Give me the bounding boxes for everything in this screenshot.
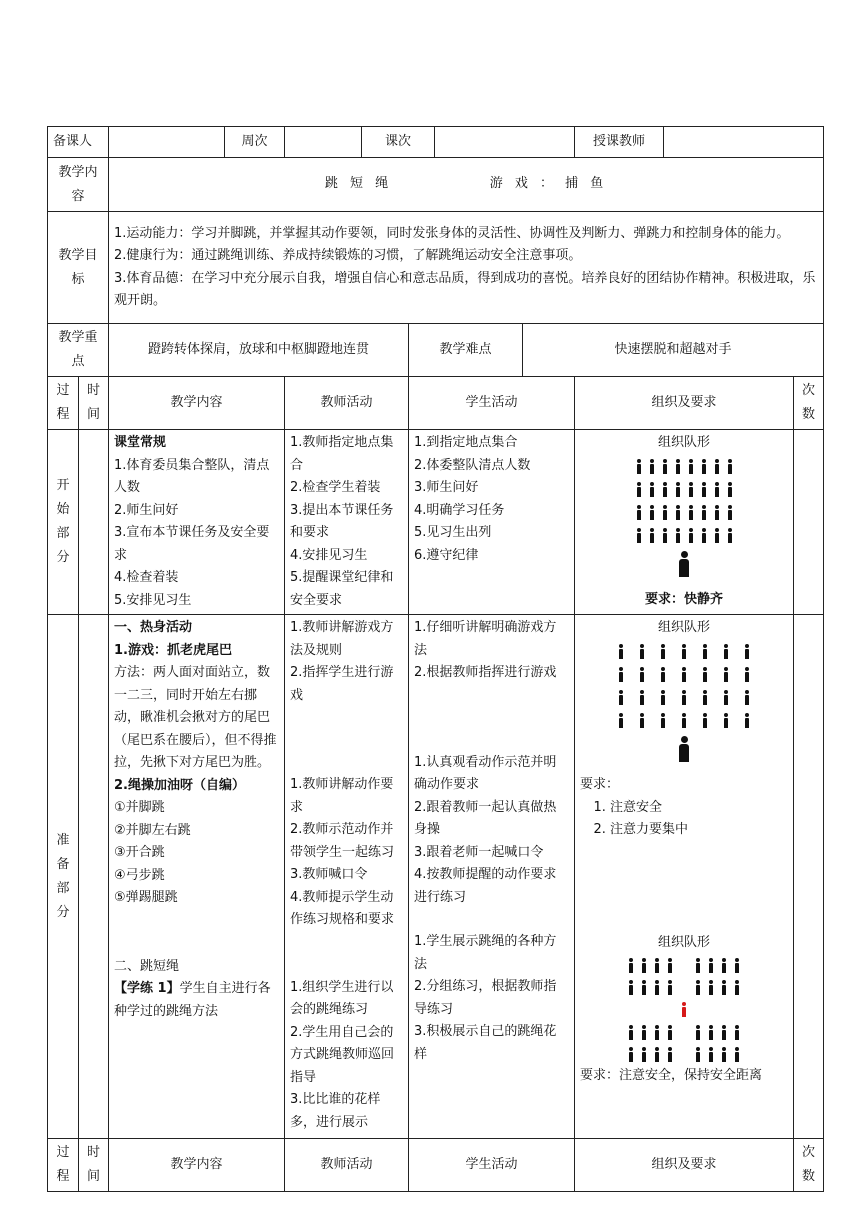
list-item: 5.提醒课堂纪律和安全要求 xyxy=(290,570,394,608)
student-figure-icon xyxy=(734,958,740,973)
student-figure-icon xyxy=(618,713,624,728)
list-item: 2.教师示范动作并带领学生一起练习 xyxy=(290,822,395,860)
column-header-row-repeat xyxy=(48,1139,824,1192)
student-figure-icon xyxy=(708,958,714,973)
student-figure-icon xyxy=(641,980,647,995)
list-item: 1.教师指定地点集合 xyxy=(290,435,394,473)
formation-row xyxy=(580,478,788,501)
student-figure-icon xyxy=(695,1047,701,1062)
formation-diagram xyxy=(580,640,788,775)
org-title: 组织队形 xyxy=(658,435,711,450)
content-label: 教学内容 xyxy=(48,158,109,212)
student-figure-icon xyxy=(701,528,707,543)
formation-row xyxy=(580,954,788,976)
student-figure-icon xyxy=(675,505,681,520)
student-figure-icon xyxy=(734,1047,740,1062)
goals-label: 教学目标 xyxy=(48,212,109,324)
list-item: 3.跟着老师一起喊口令 xyxy=(414,844,544,860)
col-time: 时间 xyxy=(79,377,109,430)
start-title: 课堂常规 xyxy=(114,435,167,450)
list-item: 3.师生问好 xyxy=(414,480,479,495)
student-figure-icon xyxy=(702,667,708,682)
student-figure-icon xyxy=(660,713,666,728)
lesson-plan-table xyxy=(47,126,824,1192)
student-figure-icon xyxy=(708,1025,714,1040)
student-figure-icon xyxy=(636,505,642,520)
student-figure-icon xyxy=(628,1047,634,1062)
student-figure-icon xyxy=(727,528,733,543)
student-figure-icon xyxy=(721,1047,727,1062)
student-figure-icon xyxy=(636,528,642,543)
student-figure-icon xyxy=(628,1025,634,1040)
org-requirement: 要求：注意安全，保持安全距离 xyxy=(580,1068,763,1083)
formation-row xyxy=(580,686,788,709)
goal-item: 2.健康行为：通过跳绳训练、养成持续锻炼的习惯，了解跳绳运动安全注意事项。 xyxy=(114,248,582,263)
org-title: 组织队形 xyxy=(658,934,711,950)
prep-content xyxy=(109,615,285,1139)
col-content: 教学内容 xyxy=(109,1139,285,1192)
time-cell xyxy=(79,430,109,615)
week-value xyxy=(285,127,362,158)
student-figure-icon xyxy=(702,644,708,659)
student-figure-icon xyxy=(649,505,655,520)
student-figure-icon xyxy=(675,459,681,474)
student-figure-icon xyxy=(662,505,668,520)
student-figure-icon xyxy=(695,980,701,995)
student-figure-icon xyxy=(695,1025,701,1040)
student-figure-icon xyxy=(695,958,701,973)
student-figure-icon xyxy=(628,958,634,973)
student-figure-icon xyxy=(618,690,624,705)
warmup-title: 一、热身活动 xyxy=(114,620,193,635)
student-figure-icon xyxy=(618,644,624,659)
list-item: 2.师生问好 xyxy=(114,502,179,518)
list-item: 3.提出本节课任务和要求 xyxy=(290,502,394,540)
start-org xyxy=(575,430,794,615)
student-figure-icon xyxy=(636,482,642,497)
start-student xyxy=(409,430,575,615)
student-figure-icon xyxy=(714,459,720,474)
list-item: 2.指挥学生进行游戏 xyxy=(290,665,394,703)
student-figure-icon xyxy=(654,1025,660,1040)
list-item: 2.学生用自己会的方式跳绳教师巡回指导 xyxy=(290,1024,395,1085)
student-figure-icon xyxy=(649,528,655,543)
student-figure-icon xyxy=(701,505,707,520)
list-item: 2.根据教师指挥进行游戏 xyxy=(414,665,557,680)
focus-text: 蹬跨转体探肩，放球和中枢脚蹬地连贯 xyxy=(109,324,409,377)
student-figure-icon xyxy=(688,528,694,543)
list-item: 5.安排见习生 xyxy=(114,592,192,608)
student-figure-icon xyxy=(660,690,666,705)
student-figure-icon xyxy=(727,505,733,520)
formation-row xyxy=(580,976,788,998)
student-figure-icon xyxy=(744,713,750,728)
col-process: 过程 xyxy=(48,1139,79,1192)
prep-org xyxy=(575,615,794,1139)
student-figure-icon xyxy=(681,690,687,705)
list-item: ②并脚左右跳 xyxy=(114,822,191,838)
list-item: 1. 注意安全 xyxy=(610,797,788,820)
phase-prep: 准备部分 xyxy=(48,615,79,1139)
list-item: 1.组织学生进行以会的跳绳练习 xyxy=(290,979,394,1017)
list-item: 1.体育委员集合整队，清点人数 xyxy=(114,457,270,495)
student-figure-icon xyxy=(714,482,720,497)
list-item: 5.见习生出列 xyxy=(414,525,492,540)
lesson-plan xyxy=(47,126,823,1192)
student-figure-icon xyxy=(701,482,707,497)
lesson-value xyxy=(435,127,575,158)
col-student: 学生活动 xyxy=(409,377,575,430)
prep-teacher xyxy=(285,615,409,1139)
student-figure-icon xyxy=(628,980,634,995)
col-org: 组织及要求 xyxy=(575,377,794,430)
formation-row xyxy=(580,998,788,1021)
teacher-figure-icon xyxy=(678,736,690,762)
list-item: 3.比比谁的花样多，进行展示 xyxy=(290,1092,381,1130)
student-figure-icon xyxy=(649,459,655,474)
goals-row xyxy=(48,212,824,324)
list-item: 1.教师讲解动作要求 xyxy=(290,777,394,815)
student-figure-icon xyxy=(660,644,666,659)
list-item: 2.分组练习，根据教师指导练习 xyxy=(414,979,557,1017)
student-figure-icon xyxy=(660,667,666,682)
student-figure-icon xyxy=(721,980,727,995)
col-times: 次数 xyxy=(794,1139,824,1192)
list-item: ⑤弹踢腿跳 xyxy=(114,890,178,905)
student-figure-icon xyxy=(639,644,645,659)
student-figure-icon xyxy=(708,1047,714,1062)
student-figure-icon xyxy=(744,667,750,682)
list-item: 3.积极展示自己的跳绳花样 xyxy=(414,1024,557,1062)
prep-student xyxy=(409,615,575,1139)
difficulty-text: 快速摆脱和超越对手 xyxy=(523,324,824,377)
student-figure-icon xyxy=(723,667,729,682)
group-formation-diagram xyxy=(580,954,788,1065)
student-figure-icon xyxy=(688,482,694,497)
list-item: 4.安排见习生 xyxy=(290,547,368,563)
student-figure-icon xyxy=(723,690,729,705)
student-figure-icon xyxy=(681,713,687,728)
org-requirement: 要求：快静齐 xyxy=(645,592,724,607)
topic-text: 跳 短 绳 游 戏 ： 捕 鱼 xyxy=(109,158,824,212)
student-figure-icon xyxy=(618,667,624,682)
focus-label: 教学重点 xyxy=(48,324,109,377)
times-cell xyxy=(794,430,824,615)
list-item: 1.学生展示跳绳的各种方法 xyxy=(414,934,557,972)
student-figure-icon xyxy=(641,958,647,973)
goals-text xyxy=(109,212,824,324)
student-figure-icon xyxy=(641,1025,647,1040)
student-figure-icon xyxy=(727,459,733,474)
game-description: 方法：两人面对面站立，数一二三，同时开始左右挪动，瞅准机会揪对方的尾巴（尾巴系在腰后），但不得推拉，先揪下对方尾巴为胜。 xyxy=(114,665,277,770)
student-figure-icon xyxy=(702,713,708,728)
column-header-row xyxy=(48,377,824,430)
prep-section-row xyxy=(48,615,824,1139)
content-row xyxy=(48,158,824,212)
start-teacher xyxy=(285,430,409,615)
times-cell xyxy=(794,615,824,1139)
student-figure-icon xyxy=(708,980,714,995)
week-label: 周次 xyxy=(225,127,285,158)
formation-row xyxy=(580,709,788,732)
student-figure-icon xyxy=(714,528,720,543)
student-figure-icon xyxy=(654,1047,660,1062)
org-requirement-label: 要求： xyxy=(580,777,620,792)
student-figure-icon xyxy=(641,1047,647,1062)
student-figure-icon xyxy=(744,644,750,659)
student-figure-icon xyxy=(662,528,668,543)
student-figure-icon xyxy=(714,505,720,520)
formation-row xyxy=(580,524,788,547)
list-item: 2.跟着教师一起认真做热身操 xyxy=(414,799,557,837)
col-student: 学生活动 xyxy=(409,1139,575,1192)
col-process: 过程 xyxy=(48,377,79,430)
formation-row xyxy=(580,1043,788,1065)
game-title: 1.游戏：抓老虎尾巴 xyxy=(114,642,232,658)
student-figure-icon xyxy=(723,713,729,728)
formation-row xyxy=(580,455,788,478)
student-figure-icon xyxy=(639,690,645,705)
list-item: ③开合跳 xyxy=(114,845,165,860)
student-figure-icon xyxy=(654,958,660,973)
student-figure-icon xyxy=(675,528,681,543)
teacher-value xyxy=(664,127,824,158)
student-figure-icon xyxy=(639,667,645,682)
list-item: 4.明确学习任务 xyxy=(414,502,505,518)
student-figure-icon xyxy=(734,980,740,995)
col-teacher: 教师活动 xyxy=(285,377,409,430)
list-item: 4.按教师提醒的动作要求进行练习 xyxy=(414,867,557,905)
student-figure-icon xyxy=(702,690,708,705)
formation-row xyxy=(580,663,788,686)
goal-item: 1.运动能力：学习并脚跳，并掌握其动作要领，同时发张身体的灵活性、协调性及判断力、弹跳力和控制身体的能力。 xyxy=(114,225,790,241)
skip-title: 二、跳短绳 xyxy=(114,958,180,974)
student-figure-icon xyxy=(681,644,687,659)
student-figure-icon xyxy=(667,1025,673,1040)
col-content: 教学内容 xyxy=(109,377,285,430)
student-figure-icon xyxy=(636,459,642,474)
list-item: ④弓步跳 xyxy=(114,867,165,883)
list-item: 1.认真观看动作示范并明确动作要求 xyxy=(414,754,557,792)
formation-row xyxy=(580,640,788,663)
org-title: 组织队形 xyxy=(658,620,711,635)
student-figure-icon xyxy=(667,980,673,995)
student-figure-icon xyxy=(701,459,707,474)
student-figure-icon xyxy=(654,980,660,995)
start-section-row xyxy=(48,430,824,615)
student-figure-icon xyxy=(734,1025,740,1040)
difficulty-label: 教学难点 xyxy=(409,324,523,377)
list-item: 6.遵守纪律 xyxy=(414,547,479,563)
requirement-list xyxy=(580,797,788,842)
student-figure-icon xyxy=(721,958,727,973)
student-figure-icon xyxy=(662,459,668,474)
student-figure-icon xyxy=(662,482,668,497)
teacher-label: 授课教师 xyxy=(575,127,664,158)
student-figure-icon xyxy=(639,713,645,728)
preparer-label: 备课人 xyxy=(48,127,109,158)
student-figure-icon xyxy=(649,482,655,497)
teacher-figure-icon xyxy=(681,1002,687,1017)
student-figure-icon xyxy=(721,1025,727,1040)
student-figure-icon xyxy=(688,505,694,520)
practice-item: 【学练 1】学生自主进行各种学过的跳绳方法 xyxy=(114,981,271,1019)
teacher-figure-icon xyxy=(678,551,690,577)
rope-title: 2.绳操加油呀（自编） xyxy=(114,777,245,793)
time-cell xyxy=(79,615,109,1139)
student-figure-icon xyxy=(744,690,750,705)
col-teacher: 教师活动 xyxy=(285,1139,409,1192)
goal-item: 3.体育品德：在学习中充分展示自我，增强自信心和意志品质，得到成功的喜悦。培养良好的团结协作精神。积极进取，乐观开朗。 xyxy=(114,270,816,308)
student-figure-icon xyxy=(675,482,681,497)
col-org: 组织及要求 xyxy=(575,1139,794,1192)
list-item: 2. 注意力要集中 xyxy=(610,819,788,842)
list-item: 4.检查着装 xyxy=(114,570,179,585)
key-points-row xyxy=(48,324,824,377)
list-item: 3.教师喊口令 xyxy=(290,867,368,882)
lesson-label: 课次 xyxy=(362,127,435,158)
list-item: 4.教师提示学生动作练习规格和要求 xyxy=(290,889,395,927)
col-times: 次数 xyxy=(794,377,824,430)
formation-diagram xyxy=(580,455,788,590)
preparer-value xyxy=(109,127,225,158)
phase-start: 开始部分 xyxy=(48,430,79,615)
list-item: ①并脚跳 xyxy=(114,800,165,815)
student-figure-icon xyxy=(667,958,673,973)
list-item: 3.宣布本节课任务及安全要求 xyxy=(114,525,270,563)
header-row xyxy=(48,127,824,158)
student-figure-icon xyxy=(681,667,687,682)
student-figure-icon xyxy=(727,482,733,497)
formation-row xyxy=(580,1021,788,1043)
student-figure-icon xyxy=(723,644,729,659)
formation-row xyxy=(580,501,788,524)
student-figure-icon xyxy=(688,459,694,474)
col-time: 时间 xyxy=(79,1139,109,1192)
list-item: 2.体委整队清点人数 xyxy=(414,457,531,473)
student-figure-icon xyxy=(667,1047,673,1062)
list-item: 2.检查学生着装 xyxy=(290,480,381,495)
list-item: 1.到指定地点集合 xyxy=(414,435,518,450)
list-item: 1.教师讲解游戏方法及规则 xyxy=(290,620,394,658)
list-item: 1.仔细听讲解明确游戏方法 xyxy=(414,620,557,658)
start-content xyxy=(109,430,285,615)
